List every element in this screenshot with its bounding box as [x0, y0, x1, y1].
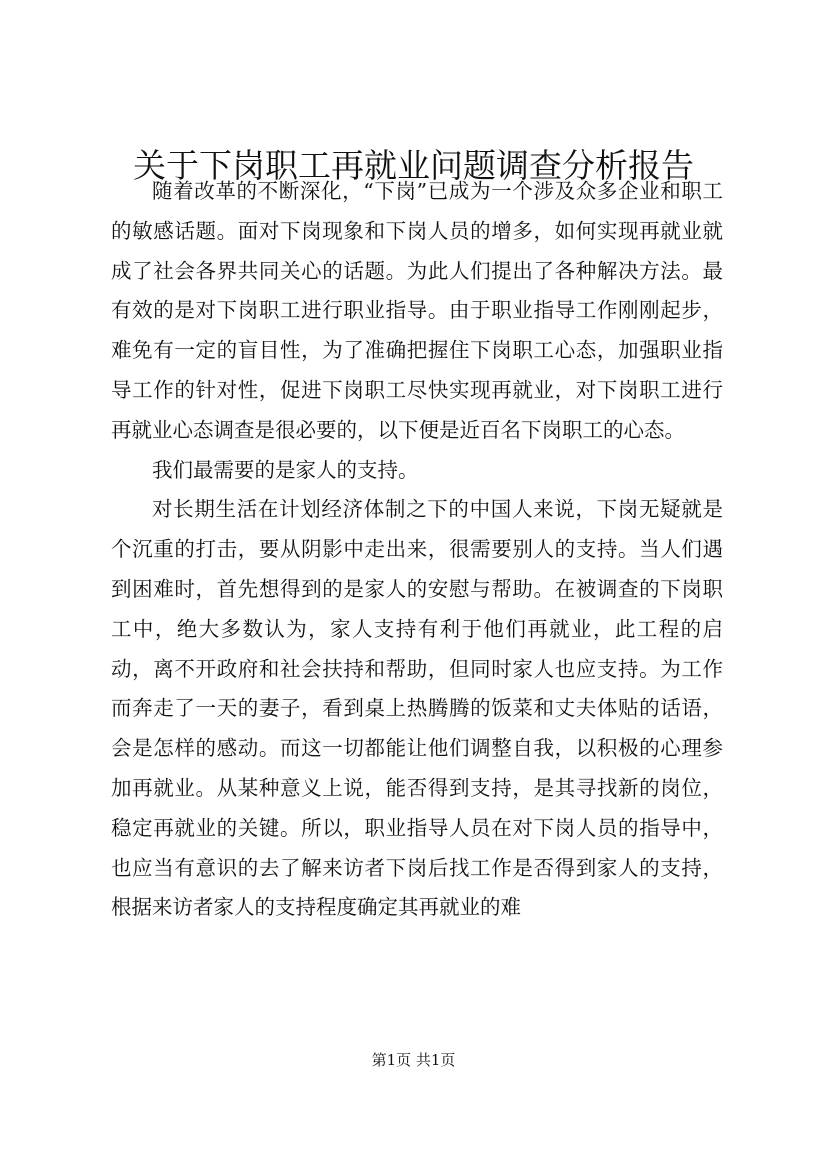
paragraph-family-support: 对长期生活在计划经济体制之下的中国人来说，下岗无疑就是个沉重的打击，要从阴影中走出来，很需要别人的支持。当人们遇到困难时，首先想得到的是家人的安慰与帮助。在被调查的下岗职工中，绝大多数认为，家人支持有利于他们再就业，此工程的启动，离不开政府和社会扶持和帮助，但同时家人也应支持。为工作而奔走了一天的妻子，看到桌上热腾腾的饭菜和丈夫体贴的话语，会是怎样的感动。而这一切都能让他们调整自我，以积极的心理参加再就业。从某种意义上说，能否得到支持，是其寻找新的岗位，稳定再就业的关键。所以，职业指导人员在对下岗人员的指导中，也应当有意识的去了解来访者下岗后找工作是否得到家人的支持，根据来访者家人的支持程度确定其再就业的难	[111, 497, 723, 920]
paragraph-intro: 随着改革的不断深化，“下岗”已成为一个涉及众多企业和职工的敏感话题。面对下岗现象和下岗人员的增多，如何实现再就业就成了社会各界共同关心的话题。为此人们提出了各种解决方法。最有效的是对下岗职工进行职业指导。由于职业指导工作刚刚起步，难免有一定的盲目性，为了准确把握住下岗职工心态，加强职业指导工作的针对性，促进下岗职工尽快实现再就业，对下岗职工进行再就业心态调查是很必要的，以下便是近百名下岗职工的心态。	[111, 179, 723, 442]
document-body	[111, 172, 723, 928]
paragraph-heading-family-support: 我们最需要的是家人的支持。	[152, 457, 419, 482]
document-title: 关于下岗职工再就业问题调查分析报告	[133, 146, 694, 185]
page-footer: 第1页 共1页	[371, 1051, 456, 1069]
